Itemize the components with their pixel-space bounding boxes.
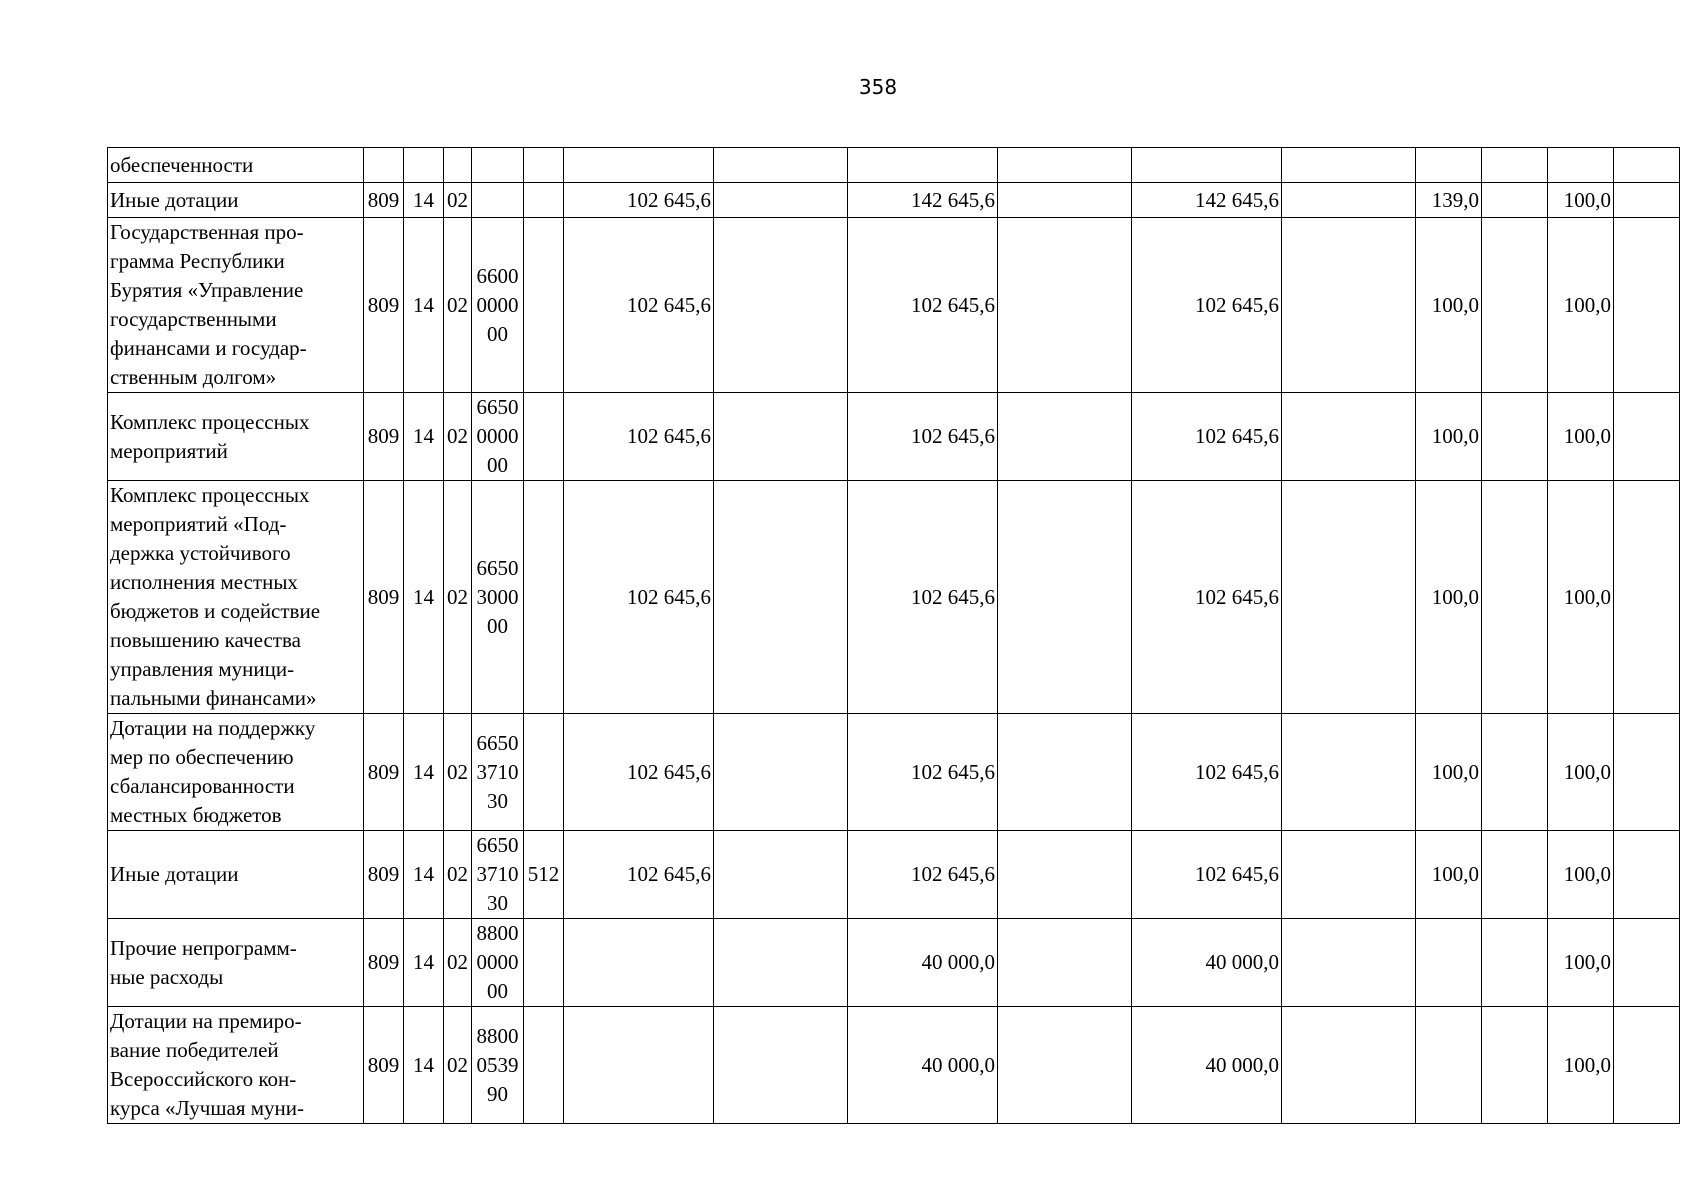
amount-cell-3: 40 000,0	[1132, 1007, 1282, 1124]
amount-cell-1	[564, 148, 714, 183]
subsection-cell: 02	[444, 714, 472, 831]
percent-cell-2: 100,0	[1548, 831, 1614, 919]
empty-cell	[998, 148, 1132, 183]
amount-cell-1: 102 645,6	[564, 393, 714, 481]
empty-cell	[1282, 831, 1416, 919]
percent-cell-2	[1548, 148, 1614, 183]
subsection-cell	[444, 148, 472, 183]
empty-cell	[998, 218, 1132, 393]
target-article-cell	[472, 148, 524, 183]
table-row	[108, 393, 1680, 481]
empty-cell	[714, 1007, 848, 1124]
empty-cell	[1282, 183, 1416, 218]
percent-cell-1: 139,0	[1416, 183, 1482, 218]
table-row	[108, 183, 1680, 218]
grbs-cell	[364, 148, 404, 183]
empty-cell	[714, 831, 848, 919]
percent-cell-2: 100,0	[1548, 919, 1614, 1007]
subsection-cell: 02	[444, 393, 472, 481]
empty-cell	[1614, 218, 1680, 393]
percent-cell-2: 100,0	[1548, 218, 1614, 393]
amount-cell-1: 102 645,6	[564, 831, 714, 919]
empty-cell	[998, 1007, 1132, 1124]
table-row	[108, 481, 1680, 714]
section-cell: 14	[404, 1007, 444, 1124]
section-cell: 14	[404, 393, 444, 481]
row-name-cell: Дотации на премиро- вание победителей Всероссийского кон- курса «Лучшая муни-	[108, 1007, 364, 1124]
row-name-cell: Комплекс процессных мероприятий «Под- держка устойчивого исполнения местных бюджетов и содействие повышению качества управления муници- пальными финансами»	[108, 481, 364, 714]
section-cell: 14	[404, 714, 444, 831]
expense-type-cell: 512	[524, 831, 564, 919]
amount-cell-2: 102 645,6	[848, 714, 998, 831]
row-name-cell: Дотации на поддержку мер по обеспечению сбалансированности местных бюджетов	[108, 714, 364, 831]
percent-cell-2: 100,0	[1548, 481, 1614, 714]
table-row	[108, 1007, 1680, 1124]
empty-cell	[714, 183, 848, 218]
target-article-cell: 6600 0000 00	[472, 218, 524, 393]
empty-cell	[998, 919, 1132, 1007]
grbs-cell: 809	[364, 714, 404, 831]
grbs-cell: 809	[364, 481, 404, 714]
empty-cell	[1482, 1007, 1548, 1124]
percent-cell-1: 100,0	[1416, 393, 1482, 481]
amount-cell-1: 102 645,6	[564, 183, 714, 218]
amount-cell-3: 102 645,6	[1132, 831, 1282, 919]
amount-cell-2: 102 645,6	[848, 481, 998, 714]
grbs-cell: 809	[364, 183, 404, 218]
empty-cell	[1482, 148, 1548, 183]
empty-cell	[1482, 393, 1548, 481]
section-cell: 14	[404, 218, 444, 393]
section-cell: 14	[404, 919, 444, 1007]
row-name-cell: обеспеченности	[108, 148, 364, 183]
table-row	[108, 148, 1680, 183]
expense-type-cell	[524, 1007, 564, 1124]
amount-cell-1	[564, 919, 714, 1007]
empty-cell	[1282, 714, 1416, 831]
grbs-cell: 809	[364, 393, 404, 481]
amount-cell-1	[564, 1007, 714, 1124]
table-body	[108, 148, 1680, 1124]
empty-cell	[1482, 481, 1548, 714]
empty-cell	[1482, 183, 1548, 218]
percent-cell-1	[1416, 148, 1482, 183]
empty-cell	[1614, 183, 1680, 218]
amount-cell-3: 142 645,6	[1132, 183, 1282, 218]
empty-cell	[1614, 714, 1680, 831]
empty-cell	[1614, 831, 1680, 919]
amount-cell-3: 102 645,6	[1132, 393, 1282, 481]
empty-cell	[714, 919, 848, 1007]
percent-cell-2: 100,0	[1548, 1007, 1614, 1124]
empty-cell	[1282, 218, 1416, 393]
subsection-cell: 02	[444, 1007, 472, 1124]
amount-cell-3: 102 645,6	[1132, 714, 1282, 831]
budget-table	[107, 147, 1680, 1124]
target-article-cell	[472, 183, 524, 218]
amount-cell-2: 40 000,0	[848, 1007, 998, 1124]
table-row	[108, 919, 1680, 1007]
percent-cell-1: 100,0	[1416, 218, 1482, 393]
expense-type-cell	[524, 393, 564, 481]
grbs-cell: 809	[364, 1007, 404, 1124]
empty-cell	[714, 148, 848, 183]
empty-cell	[1614, 919, 1680, 1007]
target-article-cell: 8800 0539 90	[472, 1007, 524, 1124]
percent-cell-2: 100,0	[1548, 393, 1614, 481]
percent-cell-1: 100,0	[1416, 714, 1482, 831]
amount-cell-2: 102 645,6	[848, 831, 998, 919]
expense-type-cell	[524, 218, 564, 393]
empty-cell	[1614, 148, 1680, 183]
table-row	[108, 714, 1680, 831]
empty-cell	[1282, 393, 1416, 481]
empty-cell	[1282, 1007, 1416, 1124]
empty-cell	[998, 831, 1132, 919]
expense-type-cell	[524, 183, 564, 218]
row-name-cell: Государственная про- грамма Республики Бурятия «Управление государственными финансами и государ- ственным долгом»	[108, 218, 364, 393]
percent-cell-1: 100,0	[1416, 831, 1482, 919]
row-name-cell: Иные дотации	[108, 183, 364, 218]
amount-cell-3	[1132, 148, 1282, 183]
subsection-cell: 02	[444, 831, 472, 919]
grbs-cell: 809	[364, 218, 404, 393]
section-cell	[404, 148, 444, 183]
amount-cell-3: 40 000,0	[1132, 919, 1282, 1007]
section-cell: 14	[404, 183, 444, 218]
empty-cell	[1614, 1007, 1680, 1124]
empty-cell	[1482, 919, 1548, 1007]
amount-cell-2	[848, 148, 998, 183]
percent-cell-1	[1416, 919, 1482, 1007]
amount-cell-1: 102 645,6	[564, 218, 714, 393]
amount-cell-1: 102 645,6	[564, 481, 714, 714]
amount-cell-3: 102 645,6	[1132, 218, 1282, 393]
amount-cell-2: 102 645,6	[848, 218, 998, 393]
subsection-cell: 02	[444, 919, 472, 1007]
page-number: 358	[858, 75, 898, 99]
amount-cell-3: 102 645,6	[1132, 481, 1282, 714]
empty-cell	[714, 393, 848, 481]
empty-cell	[1614, 393, 1680, 481]
subsection-cell: 02	[444, 183, 472, 218]
row-name-cell: Иные дотации	[108, 831, 364, 919]
amount-cell-2: 102 645,6	[848, 393, 998, 481]
table-row	[108, 831, 1680, 919]
grbs-cell: 809	[364, 831, 404, 919]
empty-cell	[998, 481, 1132, 714]
amount-cell-2: 40 000,0	[848, 919, 998, 1007]
amount-cell-2: 142 645,6	[848, 183, 998, 218]
empty-cell	[998, 393, 1132, 481]
section-cell: 14	[404, 831, 444, 919]
subsection-cell: 02	[444, 481, 472, 714]
target-article-cell: 6650 3710 30	[472, 831, 524, 919]
table-row	[108, 218, 1680, 393]
target-article-cell: 6650 0000 00	[472, 393, 524, 481]
percent-cell-1	[1416, 1007, 1482, 1124]
grbs-cell: 809	[364, 919, 404, 1007]
target-article-cell: 6650 3000 00	[472, 481, 524, 714]
amount-cell-1: 102 645,6	[564, 714, 714, 831]
empty-cell	[998, 714, 1132, 831]
target-article-cell: 8800 0000 00	[472, 919, 524, 1007]
empty-cell	[1482, 714, 1548, 831]
empty-cell	[1482, 831, 1548, 919]
percent-cell-1: 100,0	[1416, 481, 1482, 714]
empty-cell	[998, 183, 1132, 218]
empty-cell	[714, 481, 848, 714]
percent-cell-2: 100,0	[1548, 183, 1614, 218]
empty-cell	[1614, 481, 1680, 714]
empty-cell	[1482, 218, 1548, 393]
expense-type-cell	[524, 919, 564, 1007]
empty-cell	[714, 218, 848, 393]
subsection-cell: 02	[444, 218, 472, 393]
expense-type-cell	[524, 148, 564, 183]
empty-cell	[714, 714, 848, 831]
row-name-cell: Комплекс процессных мероприятий	[108, 393, 364, 481]
expense-type-cell	[524, 481, 564, 714]
percent-cell-2: 100,0	[1548, 714, 1614, 831]
empty-cell	[1282, 148, 1416, 183]
row-name-cell: Прочие непрограмм- ные расходы	[108, 919, 364, 1007]
empty-cell	[1282, 481, 1416, 714]
section-cell: 14	[404, 481, 444, 714]
empty-cell	[1282, 919, 1416, 1007]
target-article-cell: 6650 3710 30	[472, 714, 524, 831]
expense-type-cell	[524, 714, 564, 831]
